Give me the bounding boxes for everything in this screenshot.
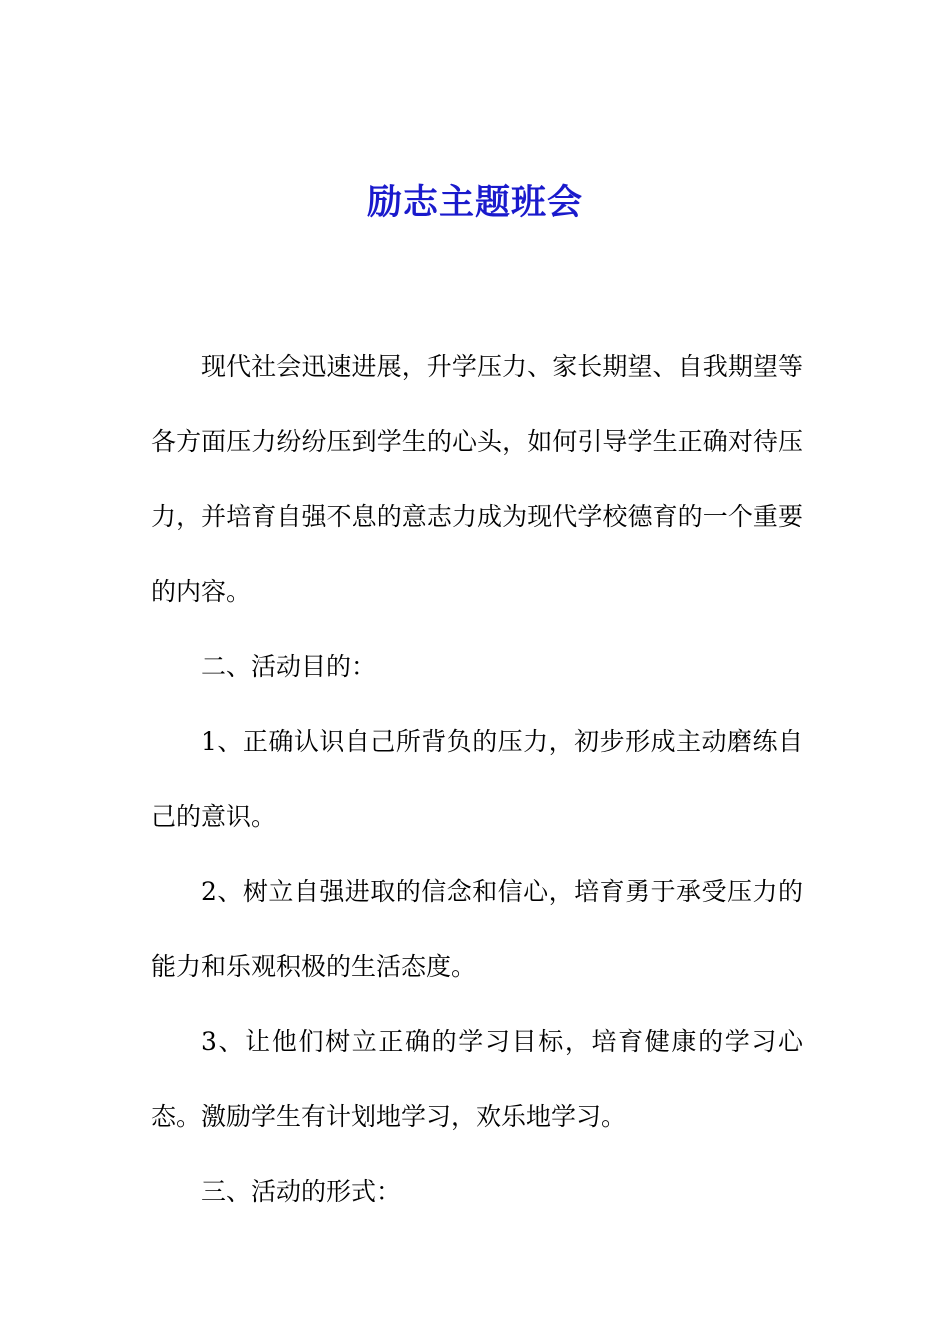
objective-item-1: 1、正确认识自己所背负的压力，初步形成主动磨练自己的意识。 <box>151 727 803 831</box>
section-heading-objectives: 二、活动目的： <box>201 652 377 681</box>
document-body <box>151 329 803 1229</box>
section-heading-format: 三、活动的形式： <box>201 1177 402 1206</box>
document-title: 励志主题班会 <box>366 182 583 223</box>
intro-paragraph: 现代社会迅速进展，升学压力、家长期望、自我期望等各方面压力纷纷压到学生的心头，如何引导学生正确对待压力，并培育自强不息的意志力成为现代学校德育的一个重要的内容。 <box>151 352 803 606</box>
objective-item-3: 3、让他们树立正确的学习目标，培育健康的学习心态。激励学生有计划地学习，欢乐地学习。 <box>151 1027 803 1131</box>
objective-item-2: 2、树立自强进取的信念和信心，培育勇于承受压力的能力和乐观积极的生活态度。 <box>151 877 803 981</box>
